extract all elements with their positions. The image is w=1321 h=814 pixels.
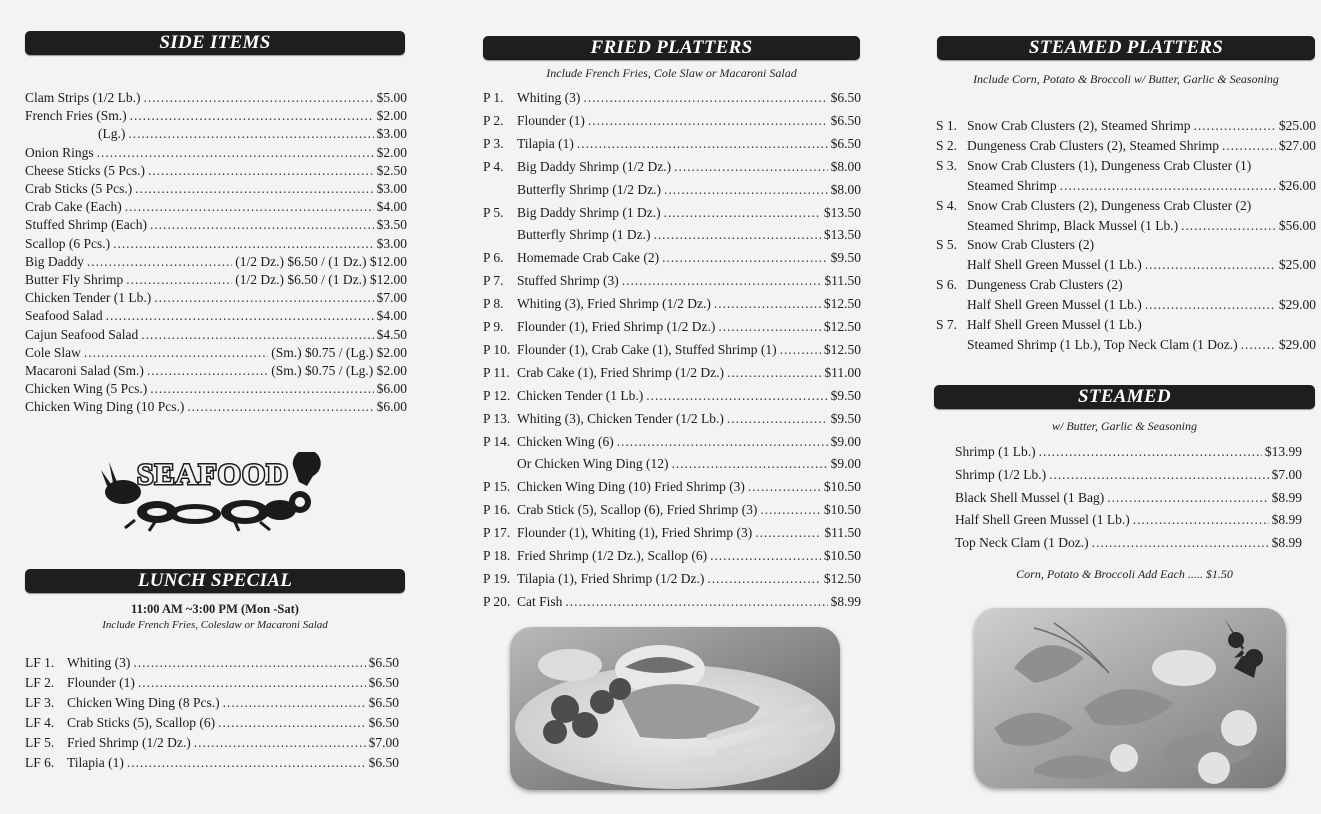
item-name: Tilapia (1)	[67, 755, 124, 770]
fried-platter-row	[483, 479, 861, 495]
item-price: $4.00	[376, 308, 407, 324]
dot-leader	[194, 735, 366, 751]
side-item-row	[25, 272, 407, 288]
dot-leader	[727, 411, 828, 427]
dot-leader	[664, 182, 828, 198]
item-name: Dungeness Crab Clusters (2), Steamed Shrimp	[967, 138, 1219, 153]
dot-leader	[1060, 178, 1276, 194]
side-item-row	[25, 381, 407, 397]
item-price: $2.50	[376, 162, 407, 178]
item-price: $26.00	[1278, 178, 1316, 193]
item-code: P 5.	[483, 204, 504, 220]
fried-platter-row	[483, 250, 861, 266]
steamed-platter-row	[967, 297, 1316, 313]
dot-leader	[106, 308, 374, 324]
dot-leader	[1145, 297, 1276, 313]
fried-platters-header: FRIED PLATTERS	[483, 36, 860, 60]
item-price: $3.00	[376, 235, 407, 251]
fried-platter-row	[483, 502, 861, 518]
item-code: LF 4.	[25, 715, 55, 730]
lunch-hours: 11:00 AM ~3:00 PM (Mon -Sat)	[131, 602, 299, 616]
steamed-platter-row	[936, 138, 1316, 154]
fried-platter-row	[483, 296, 861, 312]
item-name: Snow Crab Clusters (2)	[967, 237, 1095, 253]
steamed-shrimp-photo	[974, 608, 1286, 788]
dot-leader	[748, 479, 821, 495]
item-price: $3.50	[376, 217, 407, 233]
fried-platter-row	[483, 594, 861, 610]
item-code: P 16.	[483, 502, 511, 518]
dot-leader	[147, 363, 268, 379]
dot-leader	[662, 250, 828, 266]
fried-platters-note: Include French Fries, Cole Slaw or Macaroni Salad	[546, 66, 797, 80]
item-price: $6.50	[368, 675, 399, 690]
item-code: S 4.	[936, 197, 958, 213]
item-name: Onion Rings	[25, 144, 94, 160]
item-price: $8.99	[830, 593, 861, 609]
dot-leader	[1107, 490, 1268, 506]
dot-leader	[218, 715, 366, 731]
side-item-row	[25, 199, 407, 215]
steamed-platters-header: STEAMED PLATTERS	[937, 36, 1315, 60]
side-item-row	[25, 254, 407, 270]
steamed-platter-row	[967, 218, 1316, 234]
item-name: Shrimp (1 Lb.)	[955, 444, 1036, 459]
dot-leader	[138, 675, 366, 691]
item-price: $10.50	[823, 548, 861, 563]
fried-platter-photo	[510, 627, 840, 790]
item-name: Half Shell Green Mussel (1 Lb.)	[967, 257, 1142, 273]
side-item-row	[25, 108, 407, 124]
item-code: S 7.	[936, 316, 958, 332]
dot-leader	[187, 399, 373, 415]
item-price: $13.99	[1264, 444, 1302, 459]
steamed-item-row	[955, 512, 1302, 528]
item-code: P 15.	[483, 479, 511, 495]
item-price: $25.00	[1278, 118, 1316, 133]
item-price: $2.00	[376, 108, 407, 124]
item-price: $12.50	[823, 341, 861, 357]
item-name: Half Shell Green Mussel (1 Lb.)	[967, 316, 1142, 332]
dot-leader	[588, 113, 828, 129]
side-item-row	[25, 290, 407, 306]
item-name: Crab Cake (Each)	[25, 199, 122, 215]
item-code: P 1.	[483, 90, 504, 105]
item-price: $8.00	[830, 158, 861, 174]
item-price: $6.50	[368, 715, 399, 730]
item-code: S 5.	[936, 237, 958, 253]
item-price: $9.50	[830, 250, 861, 266]
dot-leader	[148, 163, 374, 179]
dot-leader	[1039, 444, 1262, 460]
side-item-row	[25, 90, 407, 106]
dot-leader	[1181, 218, 1276, 234]
item-name: Big Daddy Shrimp (1 Dz.)	[517, 204, 661, 220]
dot-leader	[714, 296, 821, 312]
steamed-platter-row	[967, 337, 1316, 353]
dot-leader	[113, 236, 374, 252]
item-code: P 19.	[483, 570, 511, 586]
item-name: Crab Sticks (5), Scallop (6)	[67, 715, 216, 730]
fried-platter-row	[483, 434, 861, 450]
item-name: Butterfly Shrimp (1 Dz.)	[517, 227, 651, 243]
item-name: Dungeness Crab Clusters (2)	[967, 277, 1123, 293]
item-code: P 3.	[483, 135, 504, 151]
dot-leader	[150, 381, 373, 397]
item-name: Cole Slaw	[25, 344, 81, 360]
item-code: P 14.	[483, 433, 511, 449]
item-name: Fried Shrimp (1/2 Dz.)	[67, 735, 191, 750]
item-price: $9.50	[830, 387, 861, 403]
item-name: Tilapia (1), Fried Shrimp (1/2 Dz.)	[517, 570, 705, 586]
item-name: French Fries (Sm.)	[25, 108, 127, 124]
dot-leader	[130, 108, 374, 124]
item-name: Fried Shrimp (1/2 Dz.), Scallop (6)	[517, 548, 708, 563]
dot-leader	[710, 548, 821, 564]
steamed-item-row	[955, 444, 1302, 460]
item-price: $8.99	[1271, 535, 1302, 551]
item-name: Snow Crab Clusters (1), Dungeness Crab Cluster (1)	[967, 158, 1252, 173]
lunch-item-row	[25, 735, 399, 751]
item-name: Stuffed Shrimp (Each)	[25, 217, 147, 233]
item-price: $12.50	[823, 296, 861, 312]
item-code: LF 5.	[25, 735, 55, 750]
item-price: $13.50	[823, 227, 861, 243]
item-name: Half Shell Green Mussel (1 Lb.)	[955, 512, 1130, 528]
item-code: S 6.	[936, 277, 958, 293]
dot-leader	[780, 342, 821, 358]
dot-leader	[87, 254, 232, 270]
item-code: P 7.	[483, 273, 504, 289]
item-price: $6.50	[830, 135, 861, 151]
dot-leader	[150, 217, 374, 233]
item-name: Chicken Wing Ding (10) Fried Shrimp (3)	[517, 479, 745, 495]
item-name: Or Chicken Wing Ding (12)	[517, 456, 669, 472]
item-name: Chicken Wing Ding (8 Pcs.)	[67, 695, 220, 710]
dot-leader	[565, 594, 827, 610]
item-code: P 10.	[483, 341, 511, 357]
item-name: Flounder (1), Whiting (1), Fried Shrimp (3)	[517, 525, 753, 541]
item-code: P 8.	[483, 296, 504, 312]
fried-platter-row	[483, 571, 861, 587]
dot-leader	[577, 136, 828, 152]
item-price: $25.00	[1278, 257, 1316, 273]
dot-leader	[127, 755, 366, 771]
item-price: $3.00	[376, 181, 407, 196]
steamed-platter-row	[967, 178, 1316, 194]
logo-wordmark: SEAFOOD	[136, 458, 290, 491]
item-name: Cajun Seafood Salad	[25, 326, 139, 342]
dot-leader	[1145, 257, 1276, 273]
item-code: LF 3.	[25, 695, 55, 710]
item-code: S 1.	[936, 118, 958, 133]
steamed-platter-row	[967, 257, 1316, 273]
item-code: P 20.	[483, 593, 511, 609]
item-name: Flounder (1)	[517, 112, 585, 128]
item-price: $8.00	[830, 181, 861, 197]
side-item-row	[25, 217, 407, 233]
dot-leader	[1092, 535, 1269, 551]
dot-leader	[653, 227, 820, 243]
steamed-item-row	[955, 535, 1302, 551]
item-name: Flounder (1), Fried Shrimp (1/2 Dz.)	[517, 319, 716, 334]
dot-leader	[144, 90, 374, 106]
dot-leader	[755, 525, 821, 541]
item-name: Whiting (3), Chicken Tender (1/2 Lb.)	[517, 410, 724, 426]
side-item-row	[25, 345, 407, 361]
item-name: Chicken Wing (6)	[517, 433, 614, 449]
item-price: $11.50	[824, 273, 861, 289]
fried-platter-row	[483, 205, 861, 221]
item-name: Half Shell Green Mussel (1 Lb.)	[967, 297, 1142, 313]
item-price: (1/2 Dz.) $6.50 / (1 Dz.) $12.00	[235, 253, 407, 269]
item-name: Steamed Shrimp (1 Lb.), Top Neck Clam (1 Doz.)	[967, 336, 1238, 352]
steamed-addon: Corn, Potato & Broccoli Add Each ..... $1.50	[1016, 567, 1233, 581]
dot-leader	[760, 502, 821, 518]
dot-leader	[674, 159, 828, 175]
item-name: Homemade Crab Cake (2)	[517, 250, 660, 266]
item-price: $7.00	[376, 290, 407, 306]
item-name: Stuffed Shrimp (3)	[517, 273, 619, 289]
dot-leader	[1222, 138, 1276, 154]
item-code: S 2.	[936, 138, 958, 153]
item-code: S 3.	[936, 158, 958, 173]
dot-leader	[646, 388, 827, 404]
dot-leader	[664, 205, 821, 221]
item-name: Snow Crab Clusters (2), Steamed Shrimp	[967, 118, 1191, 133]
side-item-row	[25, 308, 407, 324]
item-price: $29.00	[1278, 336, 1316, 352]
item-price: $6.00	[376, 381, 407, 397]
item-price: $29.00	[1278, 297, 1316, 313]
dot-leader	[727, 365, 821, 381]
item-price: $8.99	[1271, 489, 1302, 505]
lunch-item-row	[25, 695, 399, 711]
item-price: $9.50	[830, 410, 861, 426]
fried-platter-row	[483, 90, 861, 106]
item-code: LF 2.	[25, 675, 55, 690]
item-name: Chicken Tender (1 Lb.)	[517, 387, 644, 403]
item-price: $4.50	[376, 326, 407, 342]
fried-platter-row	[483, 273, 861, 289]
item-name: Steamed Shrimp	[967, 178, 1057, 193]
item-name: Chicken Wing (5 Pcs.)	[25, 381, 148, 397]
dot-leader	[154, 290, 373, 306]
lunch-item-row	[25, 655, 399, 671]
item-code: LF 1.	[25, 655, 55, 670]
dot-leader	[97, 145, 374, 161]
item-name: Scallop (6 Pcs.)	[25, 235, 111, 251]
item-code: P 6.	[483, 250, 504, 266]
item-name: Flounder (1)	[67, 675, 135, 690]
fried-platter-row	[483, 548, 861, 564]
item-code: P 13.	[483, 410, 511, 426]
item-name: Chicken Wing Ding (10 Pcs.)	[25, 399, 185, 415]
fried-platter-row	[483, 136, 861, 152]
steamed-note: w/ Butter, Garlic & Seasoning	[1052, 419, 1197, 433]
side-item-row	[25, 181, 407, 197]
dot-leader	[707, 571, 821, 587]
item-price: $9.00	[830, 433, 861, 449]
item-price: $56.00	[1278, 217, 1316, 233]
item-price: $7.00	[368, 735, 399, 750]
item-code: P 2.	[483, 112, 504, 128]
fried-platter-row	[483, 365, 861, 381]
fried-platter-row	[483, 456, 861, 472]
steamed-item-row	[955, 467, 1302, 483]
side-item-row	[25, 363, 407, 379]
item-price: $6.50	[830, 90, 861, 105]
lunch-item-row	[25, 675, 399, 691]
dot-leader	[1133, 512, 1269, 528]
item-name: Crab Stick (5), Scallop (6), Fried Shrimp (3)	[517, 502, 758, 518]
item-name: Cat Fish	[517, 593, 563, 609]
side-item-row	[25, 236, 407, 252]
item-name: Butterfly Shrimp (1/2 Dz.)	[517, 181, 661, 197]
dot-leader	[622, 273, 822, 289]
item-name: Shrimp (1/2 Lb.)	[955, 466, 1047, 482]
dot-leader	[125, 199, 374, 215]
item-name: Whiting (3)	[67, 655, 131, 670]
dot-leader	[718, 319, 821, 335]
fried-platter-row	[483, 227, 861, 243]
item-price: $11.50	[824, 525, 861, 541]
item-price: $3.00	[376, 126, 407, 142]
dot-leader	[671, 456, 827, 472]
item-name: Top Neck Clam (1 Doz.)	[955, 535, 1089, 551]
side-item-row	[25, 145, 407, 161]
item-code: P 18.	[483, 548, 511, 563]
item-price: $10.50	[823, 479, 861, 495]
item-name: Snow Crab Clusters (2), Dungeness Crab Cluster (2)	[967, 197, 1252, 213]
dot-leader	[126, 272, 232, 288]
dot-leader	[583, 90, 827, 106]
fried-platter-row	[483, 319, 861, 335]
steamed-platter-row	[936, 118, 1316, 134]
lunch-note: Include French Fries, Coleslaw or Macaroni Salad	[102, 619, 328, 631]
item-name: Whiting (3), Fried Shrimp (1/2 Dz.)	[517, 296, 711, 312]
item-price: (Sm.) $0.75 / (Lg.) $2.00	[271, 363, 407, 378]
item-name: Big Daddy Shrimp (1/2 Dz.)	[517, 158, 672, 174]
item-price: $9.00	[830, 456, 861, 472]
item-name: Chicken Tender (1 Lb.)	[25, 290, 152, 306]
item-name: Butter Fly Shrimp	[25, 272, 124, 287]
steamed-header: STEAMED	[934, 385, 1315, 409]
item-name: Whiting (3)	[517, 90, 581, 105]
fried-platter-row	[483, 411, 861, 427]
item-name: Crab Cake (1), Fried Shrimp (1/2 Dz.)	[517, 364, 724, 380]
item-price: $2.00	[376, 144, 407, 160]
item-price: $6.50	[368, 695, 399, 710]
item-price: $12.50	[823, 570, 861, 586]
steamed-platters-note: Include Corn, Potato & Broccoli w/ Butter, Garlic & Seasoning	[973, 72, 1279, 86]
lunch-item-row	[25, 715, 399, 731]
fried-platter-row	[483, 113, 861, 129]
item-price: $11.00	[824, 364, 861, 380]
dot-leader	[1241, 337, 1276, 353]
item-name: Flounder (1), Crab Cake (1), Stuffed Shrimp (1)	[517, 341, 777, 357]
side-item-row	[25, 126, 407, 142]
side-item-row	[25, 163, 407, 179]
item-name: Black Shell Mussel (1 Bag)	[955, 489, 1105, 505]
item-name: Seafood Salad	[25, 308, 103, 324]
lunch-special-header: LUNCH SPECIAL	[25, 569, 405, 593]
item-name: Tilapia (1)	[517, 135, 574, 151]
item-name: Macaroni Salad (Sm.)	[25, 363, 144, 378]
item-price: $7.00	[1271, 466, 1302, 482]
item-price: $6.50	[368, 655, 399, 670]
item-price: (1/2 Dz.) $6.50 / (1 Dz.) $12.00	[235, 272, 407, 287]
dot-leader	[1049, 467, 1269, 483]
fried-platter-row	[483, 525, 861, 541]
item-code: P 17.	[483, 525, 511, 541]
dot-leader	[128, 126, 373, 142]
item-price: (Sm.) $0.75 / (Lg.) $2.00	[271, 344, 407, 360]
dot-leader	[133, 655, 365, 671]
item-price: $6.00	[376, 399, 407, 415]
item-code: P 12.	[483, 387, 511, 403]
dot-leader	[84, 345, 268, 361]
dot-leader	[1193, 118, 1275, 134]
seafood-logo	[95, 452, 325, 532]
item-price: $13.50	[823, 204, 861, 220]
item-name: Clam Strips (1/2 Lb.)	[25, 90, 141, 105]
dot-leader	[135, 181, 373, 197]
dot-leader	[141, 327, 373, 343]
item-price: $4.00	[376, 199, 407, 215]
dot-leader	[617, 434, 828, 450]
seafood-logo-art	[95, 452, 325, 532]
item-name: Big Daddy	[25, 253, 84, 269]
dot-leader	[223, 695, 366, 711]
item-code: P 11.	[483, 364, 510, 380]
item-code: P 9.	[483, 319, 504, 334]
item-price: $5.00	[376, 90, 407, 105]
item-price: $6.50	[368, 755, 399, 770]
item-name: Cheese Sticks (5 Pcs.)	[25, 162, 145, 178]
item-name: Crab Sticks (5 Pcs.)	[25, 181, 133, 196]
item-name: (Lg.)	[98, 126, 126, 142]
side-item-row	[25, 399, 407, 415]
item-code: LF 6.	[25, 755, 55, 770]
steamed-item-row	[955, 490, 1302, 506]
item-price: $10.50	[823, 502, 861, 518]
side-items-header: SIDE ITEMS	[25, 31, 405, 55]
fried-platter-row	[483, 182, 861, 198]
item-price: $8.99	[1271, 512, 1302, 528]
fried-platter-row	[483, 388, 861, 404]
item-price: $27.00	[1278, 138, 1316, 153]
item-price: $6.50	[830, 112, 861, 128]
lunch-item-row	[25, 755, 399, 771]
item-name: Steamed Shrimp, Black Mussel (1 Lb.)	[967, 217, 1179, 233]
item-price: $12.50	[823, 319, 861, 334]
item-code: P 4.	[483, 158, 504, 174]
fried-platter-row	[483, 342, 861, 358]
fried-platter-row	[483, 159, 861, 175]
side-item-row	[25, 327, 407, 343]
